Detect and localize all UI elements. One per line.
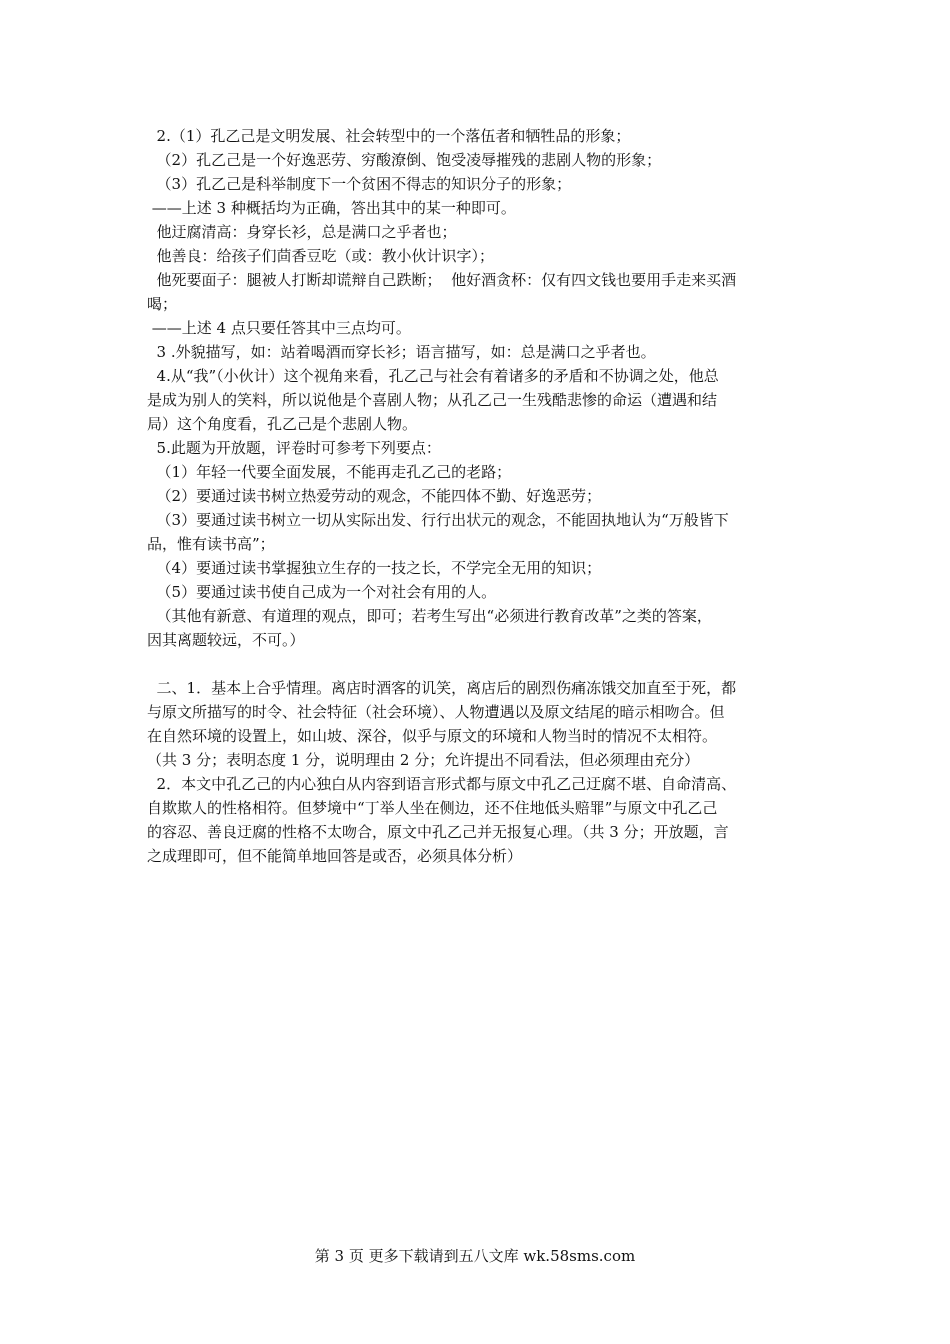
- text-line: 因其离题较远，不可。）: [147, 631, 305, 649]
- text-line: 是成为别人的笑料，所以说他是个喜剧人物；从孔乙己一生残酷悲惨的命运（遭遇和结: [147, 391, 718, 409]
- text-line: 他善良：给孩子们茴香豆吃（或：教小伙计识字）；: [147, 247, 495, 265]
- text-line: （1）年轻一代要全面发展，不能再走孔乙己的老路；: [147, 463, 512, 481]
- text-line: 他迂腐清高：身穿长衫，总是满口之乎者也；: [147, 223, 457, 241]
- text-line: 喝；: [147, 295, 178, 313]
- answer-text-body: [147, 124, 811, 868]
- text-line: ——上述 3 种概括均为正确，答出其中的某一种即可。: [147, 199, 516, 217]
- text-line: 局）这个角度看，孔乙己是个悲剧人物。: [147, 415, 418, 433]
- text-line: 2.（1）孔乙己是文明发展、社会转型中的一个落伍者和牺牲品的形象；: [147, 127, 631, 145]
- text-line: 2．本文中孔乙己的内心独白从内容到语言形式都与原文中孔乙己迂腐不堪、自命清高、: [147, 775, 737, 793]
- text-line: 在自然环境的设置上，如山坡、深谷，似乎与原文的环境和人物当时的情况不太相符。: [147, 727, 718, 745]
- page-footer: 第 3 页 更多下载请到五八文库 wk.58sms.com: [314, 1247, 636, 1265]
- text-line: （3）要通过读书树立一切从实际出发、行行出状元的观念，不能固执地认为“万般皆下: [147, 511, 729, 529]
- text-line: 之成理即可，但不能简单地回答是或否，必须具体分析）: [147, 847, 523, 865]
- blank-line: [147, 652, 811, 676]
- text-line: 自欺欺人的性格相符。但梦境中“丁举人坐在侧边，还不住地低头赔罪”与原文中孔乙己: [147, 799, 718, 817]
- text-line: 他死要面子：腿被人打断却谎辩自己跌断； 他好酒贪杯：仅有四文钱也要用手走来买酒: [147, 271, 737, 289]
- text-line: 3 .外貌描写，如：站着喝酒而穿长衫；语言描写，如：总是满口之乎者也。: [147, 343, 656, 361]
- text-line: 二、1．基本上合乎情理。离店时酒客的讥笑，离店后的剧烈伤痛冻饿交加直至于死，都: [147, 679, 737, 697]
- text-line: （4）要通过读书掌握独立生存的一技之长，不学完全无用的知识；: [147, 559, 602, 577]
- text-line: （其他有新意、有道理的观点，即可；若考生写出“必须进行教育改革”之类的答案，: [147, 607, 712, 625]
- text-line: （2）要通过读书树立热爱劳动的观念，不能四体不勤、好逸恶劳；: [147, 487, 602, 505]
- text-line: （共 3 分；表明态度 1 分，说明理由 2 分；允许提出不同看法，但必须理由充分）: [147, 751, 700, 769]
- text-line: （2）孔乙己是一个好逸恶劳、穷酸潦倒、饱受凌辱摧残的悲剧人物的形象；: [147, 151, 662, 169]
- text-line: （3）孔乙己是科举制度下一个贫困不得志的知识分子的形象；: [147, 175, 572, 193]
- text-line: 4.从“我”（小伙计）这个视角来看，孔乙己与社会有着诸多的矛盾和不协调之处，他总: [147, 367, 719, 385]
- text-line: 5.此题为开放题，评卷时可参考下列要点：: [147, 439, 441, 457]
- text-line: 的容忍、善良迂腐的性格不太吻合，原文中孔乙己并无报复心理。（共 3 分；开放题，言: [147, 823, 729, 841]
- text-line: 品，惟有读书高”；: [147, 535, 275, 553]
- text-line: ——上述 4 点只要任答其中三点均可。: [147, 319, 411, 337]
- text-line: （5）要通过读书使自己成为一个对社会有用的人。: [147, 583, 497, 601]
- text-line: 与原文所描写的时令、社会特征（社会环境）、人物遭遇以及原文结尾的暗示相吻合。但: [147, 703, 725, 721]
